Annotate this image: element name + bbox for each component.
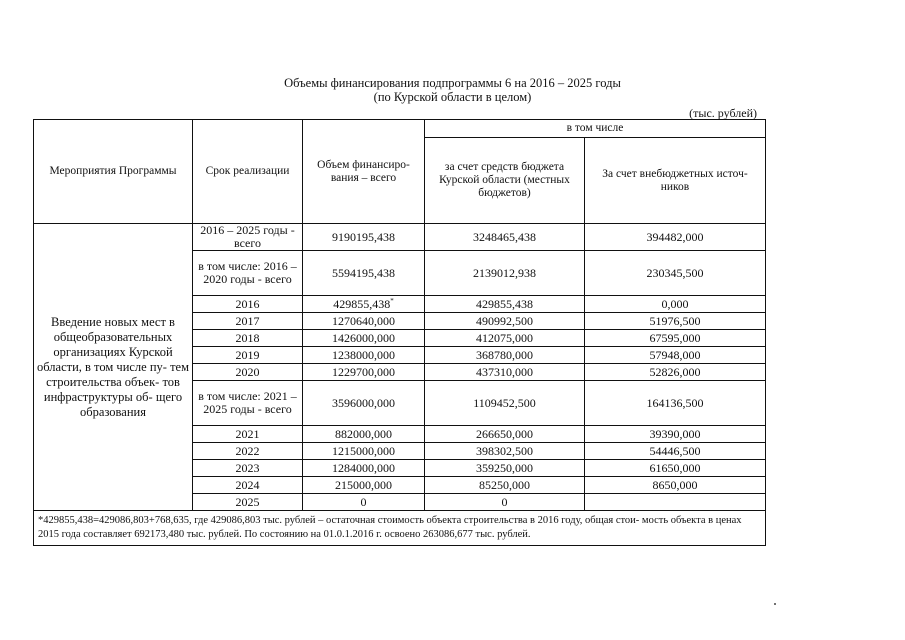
cell-budget-value: 3248465,438 [473,229,536,244]
footnote-row [34,511,766,546]
cell-total [303,330,425,347]
cell-total-value: 0 [360,494,367,509]
cell-budget [425,224,585,251]
cell-offbudget-value: 8650,000 [652,477,698,492]
cell-term [193,426,303,443]
cell-total [303,381,425,426]
cell-total-value: 882000,000 [335,426,392,441]
cell-budget-value: 2139012,938 [473,265,536,280]
cell-total [303,460,425,477]
cell-term [193,443,303,460]
cell-budget [425,477,585,494]
cell-term [193,364,303,381]
cell-total [303,364,425,381]
cell-budget [425,364,585,381]
cell-term-value: 2021 [235,426,260,441]
units-label: (тыс. рублей) [689,106,757,120]
cell-term-value: 2024 [235,477,260,492]
cell-term-value: в том числе: 2016 – 2020 годы - всего [198,259,297,286]
cell-offbudget-value: 67595,000 [649,330,701,345]
cell-offbudget [585,330,766,347]
financing-table [33,119,766,546]
cell-offbudget [585,251,766,296]
cell-budget-value: 398302,500 [476,443,533,458]
cell-offbudget-value: 0,000 [661,296,689,311]
header-budget: за счет средств бюджета Курской области (местных бюджетов) [425,138,585,224]
cell-term [193,251,303,296]
cell-total-value: 429855,438 [333,296,391,311]
cell-term-value: 2018 [235,330,260,345]
cell-total [303,313,425,330]
cell-budget-value: 359250,000 [476,460,533,475]
cell-budget-value: 437310,000 [476,364,533,379]
cell-term [193,477,303,494]
cell-total [303,296,425,313]
cell-offbudget-value: 61650,000 [649,460,701,475]
header-offbudget: За счет внебюджетных источ- ников [585,138,766,224]
cell-total [303,494,425,511]
cell-offbudget [585,426,766,443]
cell-term [193,347,303,364]
cell-total-value: 5594195,438 [332,265,395,280]
cell-budget-value: 1109452,500 [473,395,536,410]
cell-total [303,347,425,364]
cell-total-value: 3596000,000 [332,395,395,410]
cell-term-value: 2017 [235,313,260,328]
cell-budget-value: 490992,500 [476,313,533,328]
cell-term [193,296,303,313]
cell-term-value: 2020 [235,364,260,379]
cell-offbudget-value: 51976,500 [649,313,701,328]
cell-offbudget [585,347,766,364]
cell-offbudget-value: 57948,000 [649,347,701,362]
cell-offbudget [585,460,766,477]
cell-total [303,426,425,443]
footnote-mark: * [390,296,394,305]
cell-total [303,477,425,494]
cell-total-value: 1270640,000 [332,313,395,328]
scan-speck [774,603,776,605]
cell-budget-value: 0 [501,494,508,509]
cell-offbudget [585,381,766,426]
cell-term-value: 2016 [235,296,260,311]
cell-budget-value: 429855,438 [476,296,533,311]
footnote: *429855,438=429086,803+768,635, где 429086,803 тыс. рублей – остаточная стоимость объекта строительства в 2016 году, общая стои- мость объекта в ценах 2015 года составляет 692173,480 тыс. рублей. По состоянию на 01.0.1.2016 г. освоено 263086,677 тыс. рублей. [34,511,766,546]
cell-offbudget-value: 164136,500 [646,395,704,410]
cell-total [303,224,425,251]
cell-budget [425,443,585,460]
cell-budget [425,296,585,313]
cell-total-value: 1426000,000 [332,330,395,345]
cell-budget-value: 85250,000 [479,477,530,492]
cell-budget-value: 368780,000 [476,347,533,362]
cell-offbudget [585,313,766,330]
cell-total-value: 1215000,000 [332,443,395,458]
table-subtitle: (по Курской области в целом) [373,90,532,104]
cell-term-value: в том числе: 2021 – 2025 годы - всего [198,389,297,416]
cell-offbudget [585,494,766,511]
cell-budget [425,330,585,347]
cell-term [193,381,303,426]
cell-offbudget [585,224,766,251]
cell-budget-value: 266650,000 [476,426,533,441]
header-event: Мероприятия Программы [34,120,193,224]
header-total: Объем финансиро- вания – всего [303,120,425,224]
cell-total-value: 1238000,000 [332,347,395,362]
cell-term-value: 2022 [235,443,260,458]
header-term: Срок реализации [193,120,303,224]
cell-term-value: 2016 – 2025 годы - всего [200,223,295,250]
cell-total-value: 215000,000 [335,477,392,492]
cell-offbudget-value: 230345,500 [646,265,704,280]
cell-term-value: 2023 [235,460,260,475]
cell-offbudget-value: 52826,000 [649,364,701,379]
cell-budget [425,460,585,477]
cell-budget [425,313,585,330]
cell-term-value: 2019 [235,347,260,362]
cell-term [193,494,303,511]
cell-term [193,313,303,330]
cell-budget [425,381,585,426]
cell-total [303,251,425,296]
event-cell: Введение новых мест в общеобразовательных организациях Курской области, в том числе пу- тем строительства объек- тов инфраструктуры об- щего образования [34,224,193,511]
cell-offbudget-value: 54446,500 [649,443,701,458]
table-title: Объемы финансирования подпрограммы 6 на 2016 – 2025 годы [284,76,621,90]
cell-term-value: 2025 [235,494,260,509]
cell-term [193,460,303,477]
cell-budget [425,251,585,296]
cell-budget [425,426,585,443]
cell-offbudget-value: 39390,000 [649,426,701,441]
cell-offbudget [585,296,766,313]
cell-offbudget [585,364,766,381]
cell-budget-value: 412075,000 [476,330,533,345]
cell-total-value: 1284000,000 [332,460,395,475]
cell-offbudget [585,443,766,460]
cell-budget [425,494,585,511]
cell-total-value: 1229700,000 [332,364,395,379]
header-including: в том числе [425,120,766,138]
cell-total [303,443,425,460]
cell-total-value: 9190195,438 [332,229,395,244]
table-row [34,224,766,251]
cell-offbudget-value: 394482,000 [646,229,704,244]
cell-term [193,224,303,251]
cell-budget [425,347,585,364]
cell-term [193,330,303,347]
cell-offbudget [585,477,766,494]
